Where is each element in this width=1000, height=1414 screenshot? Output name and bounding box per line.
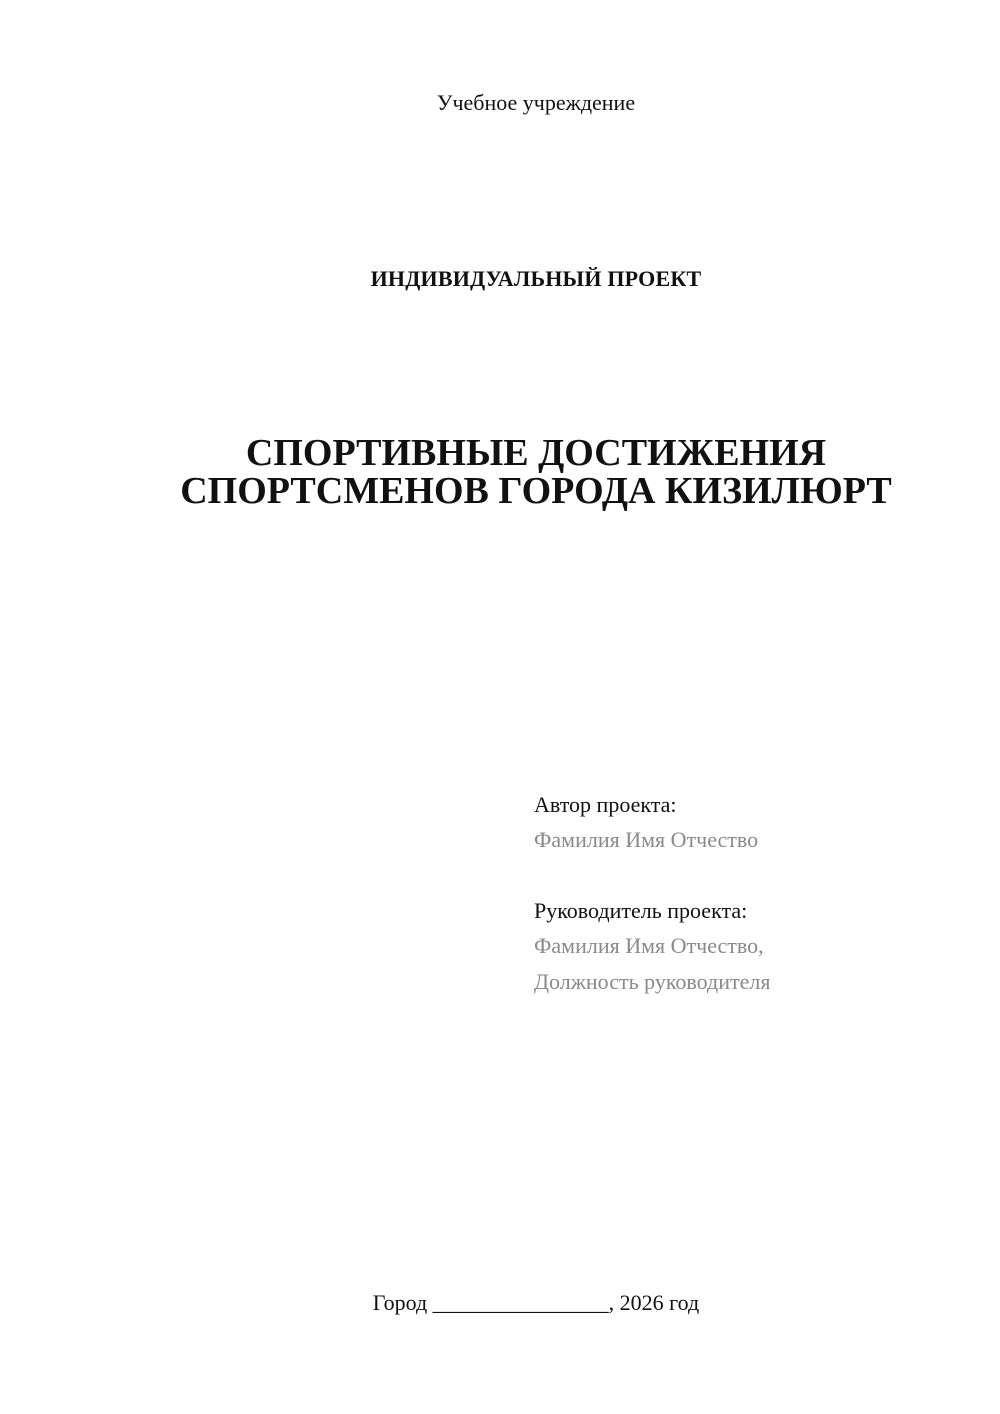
project-type-heading: ИНДИВИДУАЛЬНЫЙ ПРОЕКТ [370,266,702,291]
project-title-line-2: СПОРТСМЕНОВ ГОРОДА КИЗИЛЮРТ [180,470,892,512]
institution-name: Учебное учреждение [436,90,636,115]
city-year-footer: Город ________________, 2026 год [372,1290,700,1315]
author-name-placeholder: Фамилия Имя Отчество [534,827,759,852]
supervisor-name-placeholder: Фамилия Имя Отчество, [534,933,764,958]
project-title-line-1: СПОРТИВНЫЕ ДОСТИЖЕНИЯ [245,432,827,474]
supervisor-block [534,894,954,1000]
supervisor-position-placeholder: Должность руководителя [534,969,771,994]
author-block [534,788,954,858]
author-label: Автор проекта: [534,792,677,817]
supervisor-label: Руководитель проекта: [534,898,748,923]
project-title [0,434,1000,510]
